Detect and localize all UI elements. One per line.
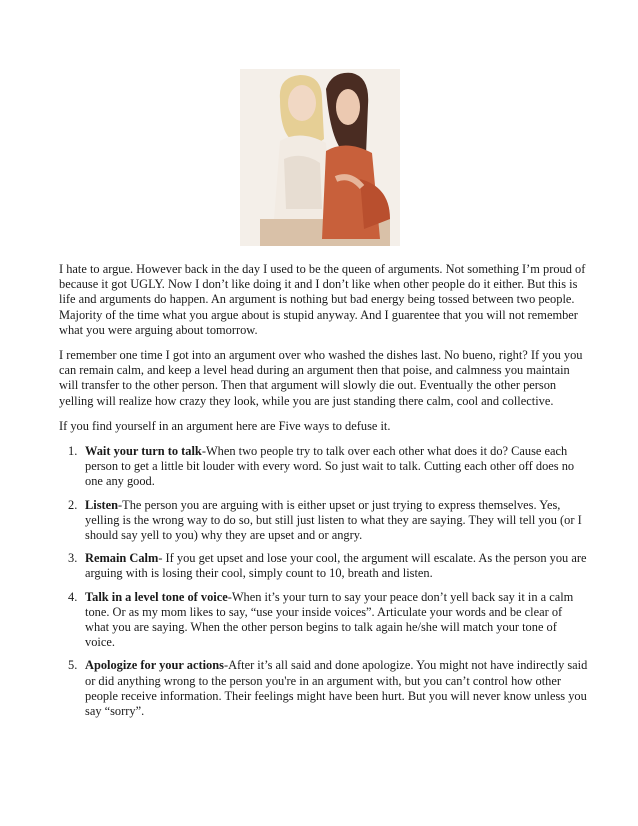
tip-title: Listen — [85, 497, 119, 512]
intro-paragraph: I hate to argue. However back in the day I used to be the queen of arguments. Not something I’m proud of because it got UGLY. Now I don’t like doing it and I don’t like when other people do it either. But this is life and arguments do happen. An argument is nothing but bad energy being tossed between two people. Majority of the time what you argue about is stupid anyway. And I guarentee that you will not remember what you were arguing about tomorrow. — [59, 262, 586, 337]
list-item — [59, 590, 589, 651]
tips-list — [59, 444, 589, 719]
list-item — [59, 551, 589, 581]
tip-text: -After it’s all said and done apologize. You might not have indirectly said or did anything wrong to the person you're in an argument with, but you can’t control how other people receive information. Their feelings might have been hurt. But you will never know unless you say “sorry”. — [85, 658, 588, 719]
list-intro: If you find yourself in an argument here are Five ways to defuse it. — [59, 418, 391, 433]
list-item — [59, 444, 589, 490]
two-women-image — [240, 69, 400, 246]
list-item — [59, 498, 589, 544]
tip-text: -When it’s your turn to say your peace don’t yell back say it in a calm tone. Or as my mom likes to say, “use your inside voices”. Articulate your words and be clear of what you are saying. When the other person begins to talk again he/she will match your tone of voice. — [85, 589, 574, 650]
tip-title: Talk in a level tone of voice — [85, 589, 228, 604]
tip-title: Apologize for your actions — [85, 658, 224, 673]
article-body — [59, 262, 589, 727]
list-number: 3. — [68, 551, 78, 566]
list-number: 5. — [68, 658, 78, 673]
tip-text: - If you get upset and lose your cool, the argument will escalate. As the person you are arguing with is losing their cool, simply count to 10, breath and listen. — [85, 551, 587, 581]
article-photo — [240, 69, 400, 246]
list-number: 2. — [68, 497, 78, 512]
tip-title: Wait your turn to talk — [85, 444, 202, 459]
tip-title: Remain Calm — [85, 551, 159, 566]
list-item — [59, 658, 589, 719]
list-number: 4. — [68, 589, 78, 604]
tip-text: -The person you are arguing with is either upset or just trying to express themselves. Yes, yelling is the wrong way to do so, but still just listen to what they are saying. They will tell you (or I should say yell to you) why they are upset and or angry. — [85, 497, 582, 543]
list-number: 1. — [68, 444, 78, 459]
story-paragraph: I remember one time I got into an argument over who washed the dishes last. No bueno, right? If you you can remain calm, and keep a level head during an argument then that poise, and calmness you maintain will transfer to the other person. Then that argument will slowly die out. Eventually the other person yelling will realize how crazy they look, while you are just standing there calm, cool and collective. — [59, 348, 583, 408]
tip-text: -When two people try to talk over each other what does it do? Cause each person to get a little bit louder with every word. So just wait to talk. Cutting each other off does no one any good. — [85, 444, 575, 489]
